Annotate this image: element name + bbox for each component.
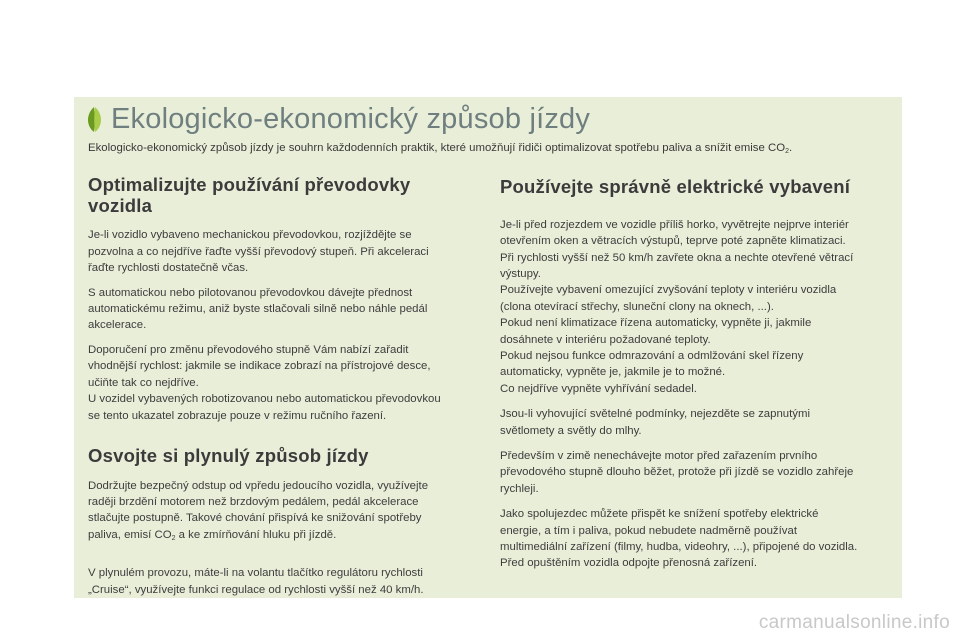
paragraph: Doporučení pro změnu převodového stupně Vám nabízí zařadit vhodnější rychlost: jakmile se indikace zobrazí na přístrojové desce, učiňte tak co nejdříve. U vozidel vybavených robotizovanou nebo automatickou převodovkou se tento ukazatel zobrazuje pouze v režimu ručního řazení.	[88, 343, 441, 422]
paragraph: Jako spolujezdec můžete přispět ke snížení spotřeby elektrické energie, a tím i paliva, pokud nebudete nadměrně používat multimediální zařízení (filmy, hudba, videohry, ...), připojené do vozidla. Před opuštěním vozidla odpojte přenosná zařízení.	[500, 508, 858, 570]
page-title: Ekologicko-ekonomický způsob jízdy	[111, 103, 591, 135]
intro-text: Ekologicko-ekonomický způsob jízdy je souhrn každodenních praktik, které umožňují řidiči optimalizovat spotřebu paliva a snížit emise $CO_2$.	[88, 142, 793, 155]
right-column	[500, 175, 895, 572]
section-heading-electrical: Používejte správně elektrické vybavení	[500, 176, 851, 197]
paragraph: Je-li vozidlo vybaveno mechanickou převodovkou, rozjíždějte se pozvolna a co nejdříve řaďte vyšší převodový stupeň. Při akceleraci řaďte rychlosti dostatečně včas.	[88, 229, 429, 275]
paragraph: Je-li před rozjezdem ve vozidle příliš horko, vyvětrejte nejprve interiér otevřením oken a větracích výstupů, teprve poté zapněte klimatizaci. Při rychlosti vyšší než 50 km/h zavřete okna a nechte otevřené větrací výstupy. Používejte vybavení omezující zvyšování teploty v interiéru vozidla (clona otevírací střechy, sluneční clony na oknech, ...). Pokud není klimatizace řízena automaticky, vypněte ji, jakmile dosáhnete v interiéru požadované teploty. Pokud nejsou funkce odmrazování a odmlžování skel řízeny automaticky, vypněte je, jakmile je to možné. Co nejdříve vypněte vyhřívání sedadel.	[500, 218, 854, 395]
left-column	[88, 175, 478, 598]
paragraph: Jsou-li vyhovující světelné podmínky, nejezděte se zapnutými světlomety a světly do mlhy.	[500, 408, 811, 437]
paragraph: S automatickou nebo pilotovanou převodovkou dávejte přednost automatickému režimu, aniž byste stlačovali silně nebo náhle pedál akcelerace.	[88, 286, 428, 332]
leaf-icon	[84, 106, 106, 134]
paragraph: Dodržujte bezpečný odstup od vpředu jedoucího vozidla, využívejte raději brzdění motorem než brzdovým pedálem, pedál akcelerace stlačujte postupně. Takové chování přispívá ke snižování spotřeby paliva, emisí $CO_2$ a ke zmírňování hluku při jízdě.	[88, 479, 429, 542]
section-heading-gearbox: Optimalizujte používání převodovky vozidla	[88, 174, 411, 216]
paragraph: V plynulém provozu, máte-li na volantu tlačítko regulátoru rychlosti „Cruise“, využívejte funkci regulace od rychlosti vyšší než 40 km/h.	[88, 567, 424, 596]
watermark: carmanualsonline.info	[758, 612, 950, 633]
paragraph: Především v zimě nenechávejte motor před zařazením prvního převodového stupně dlouho běžet, protože při jízdě se vozidlo zahřeje rychleji.	[500, 450, 854, 495]
section-heading-smooth-driving: Osvojte si plynulý způsob jízdy	[88, 444, 369, 466]
